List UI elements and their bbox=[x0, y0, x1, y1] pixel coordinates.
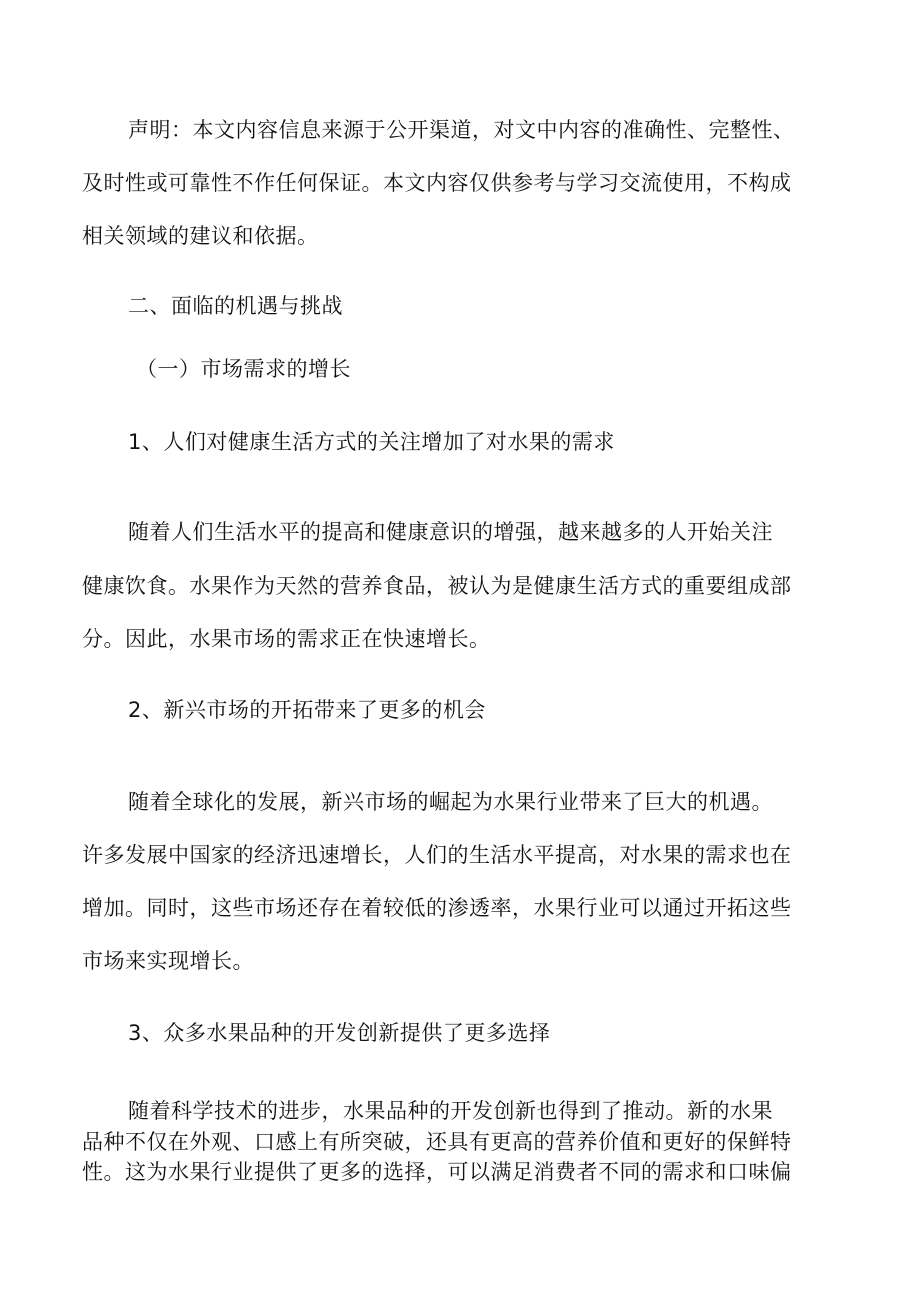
disclaimer-line-2: 及时性或可靠性不作任何保证。本文内容仅供参考与学习交流使用，不构成 bbox=[82, 171, 792, 195]
item1-para-line-2: 健康饮食。水果作为天然的营养食品，被认为是健康生活方式的重要组成部 bbox=[82, 574, 792, 598]
item3-para-line-3: 性。这为水果行业提供了更多的选择，可以满足消费者不同的需求和口味偏 bbox=[82, 1160, 792, 1184]
disclaimer-line-1: 声明：本文内容信息来源于公开渠道，对文中内容的准确性、完整性、 bbox=[128, 118, 795, 142]
item2-para-line-4: 市场来实现增长。 bbox=[82, 949, 254, 973]
item2-para-line-3: 增加。同时，这些市场还存在着较低的渗透率，水果行业可以通过开拓这些 bbox=[82, 896, 792, 920]
item2-para-line-1: 随着全球化的发展，新兴市场的崛起为水果行业带来了巨大的机遇。 bbox=[128, 790, 773, 814]
disclaimer-line-3: 相关领域的建议和依据。 bbox=[82, 224, 319, 248]
item1-para-line-1: 随着人们生活水平的提高和健康意识的增强，越来越多的人开始关注 bbox=[128, 520, 773, 544]
item1-title: 1、人们对健康生活方式的关注增加了对水果的需求 bbox=[128, 430, 615, 454]
item2-para-line-2: 许多发展中国家的经济迅速增长，人们的生活水平提高，对水果的需求也在 bbox=[82, 843, 792, 867]
section-title: 二、面临的机遇与挑战 bbox=[128, 294, 343, 318]
item3-title: 3、众多水果品种的开发创新提供了更多选择 bbox=[128, 1021, 551, 1045]
item3-para-line-2: 品种不仅在外观、口感上有所突破，还具有更高的营养价值和更好的保鲜特 bbox=[82, 1130, 792, 1154]
item3-para-line-1: 随着科学技术的进步，水果品种的开发创新也得到了推动。新的水果 bbox=[128, 1099, 773, 1123]
item2-title: 2、新兴市场的开拓带来了更多的机会 bbox=[128, 698, 486, 722]
item1-para-line-3: 分。因此，水果市场的需求正在快速增长。 bbox=[82, 627, 491, 651]
subsection-title: （一）市场需求的增长 bbox=[136, 357, 351, 381]
